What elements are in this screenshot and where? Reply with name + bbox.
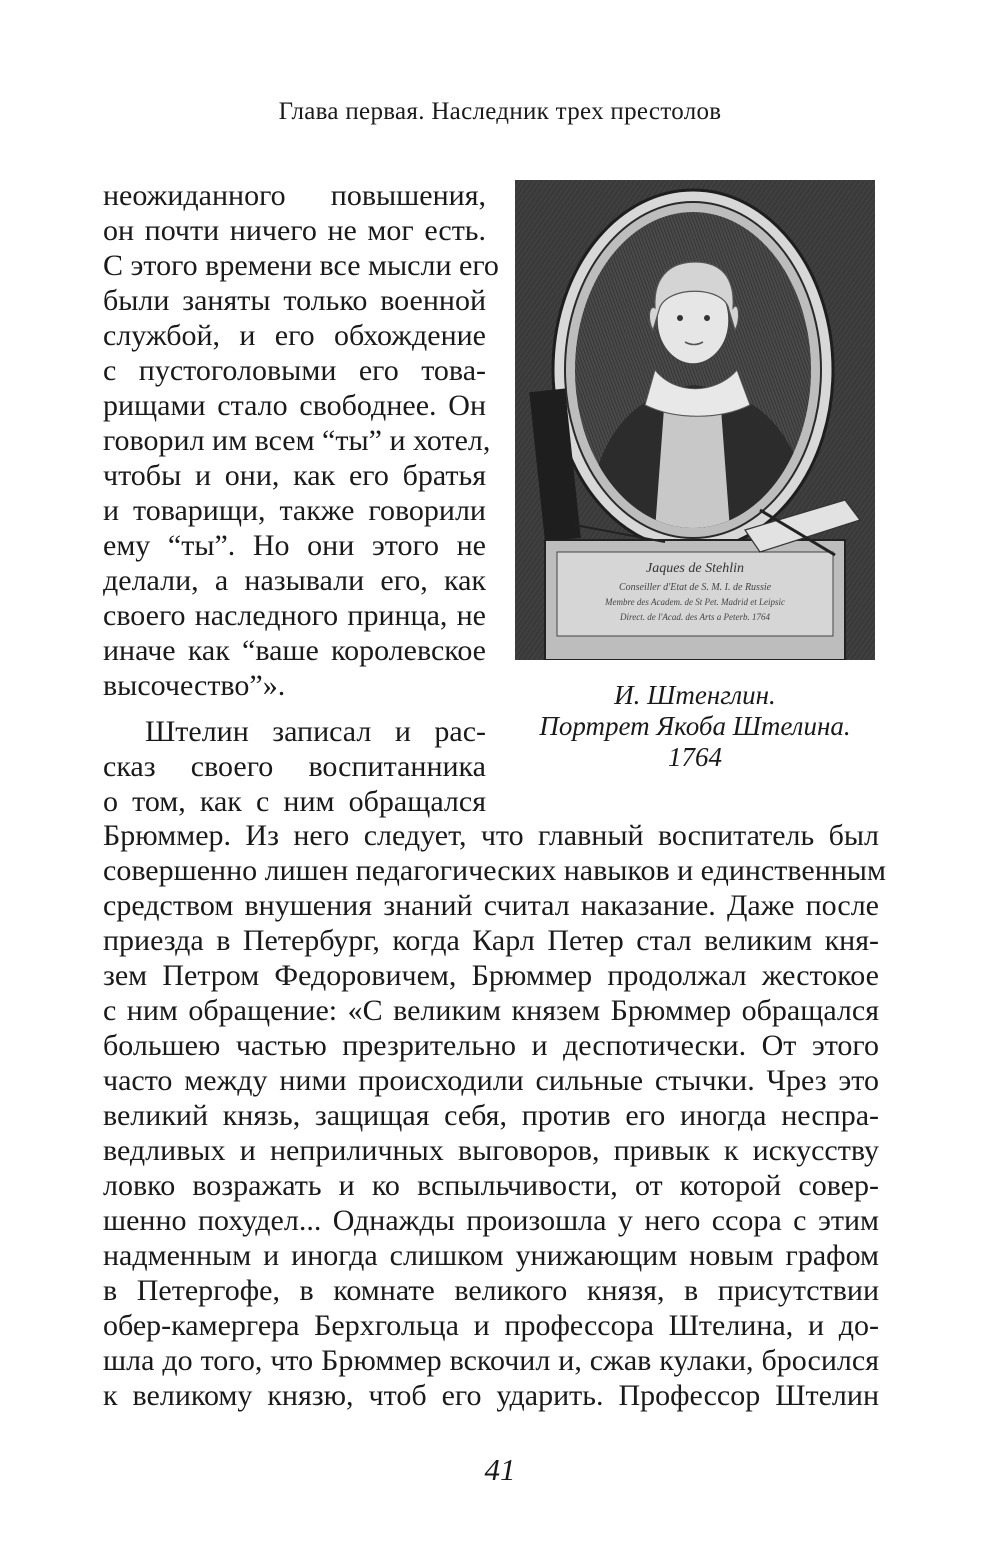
- text-line: высочество”».: [103, 669, 286, 702]
- text-line: средством внушения знаний считал наказание. Даже после: [103, 889, 879, 922]
- text-line: великий князь, защищая себя, против его иногда неспра-: [103, 1099, 879, 1132]
- text-line: и товарищи, также говорили: [103, 494, 486, 527]
- text-line: обер-камергера Берхгольца и профессора Штелина, и до-: [103, 1309, 879, 1342]
- text-line: о том, как с ним обращался: [103, 785, 486, 818]
- plaque-text: Membre des Academ. de St Pet. Madrid et Leipsic: [605, 597, 785, 607]
- text-line: сказ своего воспитанника: [103, 750, 486, 783]
- portrait-engraving-art: [515, 180, 875, 660]
- figure-caption-title: Портрет Якоба Штелина.: [539, 711, 851, 741]
- text-line: неожиданного повышения,: [103, 179, 486, 212]
- text-line: большею частью презрительно и деспотически. От этого: [103, 1029, 879, 1062]
- text-line: своего наследного принца, не: [103, 599, 486, 632]
- text-line: ему “ты”. Но они этого не: [103, 529, 486, 562]
- text-line: часто между ними происходили сильные стычки. Чрез это: [103, 1064, 879, 1097]
- text-line: С этого времени все мысли его: [103, 249, 499, 282]
- figure-caption-author: И. Штенглин.: [614, 680, 776, 710]
- text-line: Брюммер. Из него следует, что главный воспитатель был: [103, 819, 879, 852]
- text-line: чтобы и они, как его братья: [103, 459, 486, 492]
- text-line: шла до того, что Брюммер вскочил и, сжав кулаки, бросился: [103, 1344, 879, 1377]
- text-line: в Петергофе, в комнате великого князя, в присутствии: [103, 1274, 879, 1307]
- text-line: приезда в Петербург, когда Карл Петер стал великим кня-: [103, 924, 879, 957]
- text-line: шенно похудел... Однажды произошла у него ссора с этим: [103, 1204, 879, 1237]
- text-line: совершенно лишен педагогических навыков и единственным: [103, 854, 886, 887]
- text-line: он почти ничего не мог есть.: [103, 214, 486, 247]
- text-line: говорил им всем “ты” и хотел,: [103, 424, 491, 457]
- text-line: надменным и иногда слишком унижающим новым графом: [103, 1239, 879, 1272]
- plaque-text: Direct. de l'Acad. des Arts a Peterb. 1764: [620, 612, 770, 622]
- text-line: ведливых и неприличных выговоров, привык к искусству: [103, 1134, 879, 1167]
- text-line: Штелин записал и рас-: [145, 715, 486, 748]
- text-line: иначе как “ваше королевское: [103, 634, 486, 667]
- text-line: с ним обращение: «С великим князем Брюммер обращался: [103, 994, 879, 1027]
- text-line: рищами стало свободнее. Он: [103, 389, 486, 422]
- figure-caption-year: 1764: [668, 742, 722, 772]
- page-number: 41: [484, 1452, 516, 1487]
- portrait-engraving: [515, 180, 875, 660]
- text-line: к великому князю, чтоб его ударить. Профессор Штелин: [103, 1379, 879, 1412]
- text-line: делали, а называли его, как: [103, 564, 486, 597]
- text-line: службой, и его обхождение: [103, 319, 486, 352]
- text-line: зем Петром Федоровичем, Брюммер продолжал жестокое: [103, 959, 879, 992]
- text-line: были заняты только военной: [103, 284, 486, 317]
- text-line: ловко возражать и ко вспыльчивости, от которой совер-: [103, 1169, 879, 1202]
- plaque-text: Conseiller d'Etat de S. M. I. de Russie: [618, 582, 772, 593]
- plaque-text: Jaques de Stehlin: [646, 561, 744, 576]
- running-head: Глава первая. Наследник трех престолов: [278, 98, 722, 125]
- text-line: с пустоголовыми его това-: [103, 354, 486, 387]
